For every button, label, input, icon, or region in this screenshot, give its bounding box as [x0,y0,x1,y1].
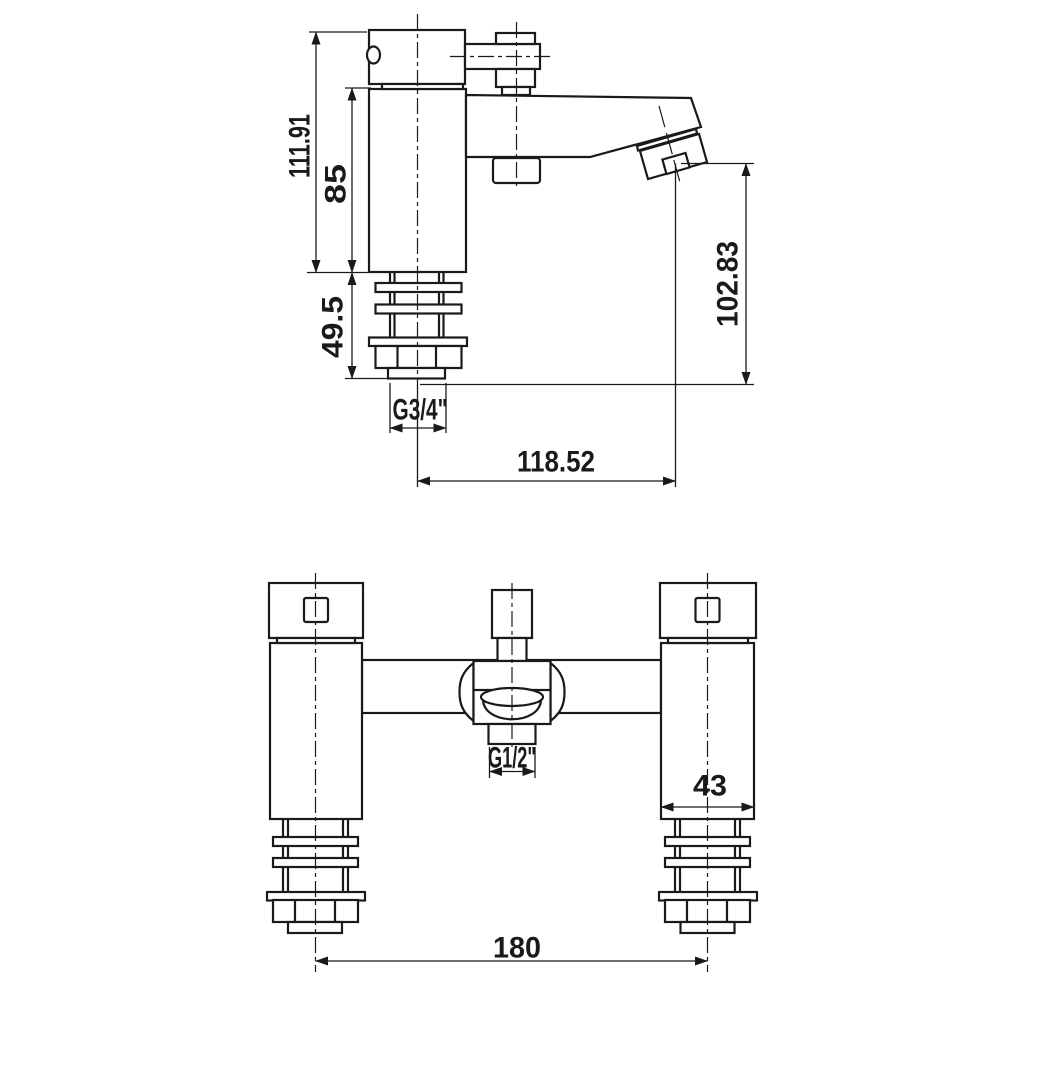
side-tail-stub [388,368,445,379]
dim-tail-length-label: 49.5 [316,299,350,358]
side-handle-skirt [382,84,463,89]
dim-tap-centres-label: 180 [493,931,541,965]
side-view [284,14,755,487]
dim-body-height-label: 85 [319,170,353,204]
side-shower-arm-nut [496,69,535,87]
side-shower-arm-cap [496,33,535,44]
dim-outlet-thread [488,742,536,779]
side-handle-button [367,47,380,64]
side-tail-hex-nut [376,346,462,368]
dim-inlet-thread-label: G3/4" [392,393,448,427]
dim-spout-reach-label: 118.52 [517,445,595,479]
dim-outlet-height [420,164,754,385]
dim-outlet-height-label: 102.83 [711,235,745,327]
dim-body-height [320,88,372,273]
dim-body-width-label: 43 [693,769,727,803]
side-washer-upper [376,283,462,292]
front-view [267,573,757,972]
dim-tap-centres [316,932,708,965]
dim-overall-height [284,32,369,273]
dim-inlet-thread [390,383,448,433]
side-washer-lower [376,305,462,314]
dim-overall-height-label: 111.91 [283,89,317,178]
dim-outlet-thread-label: G1/2" [488,741,536,775]
